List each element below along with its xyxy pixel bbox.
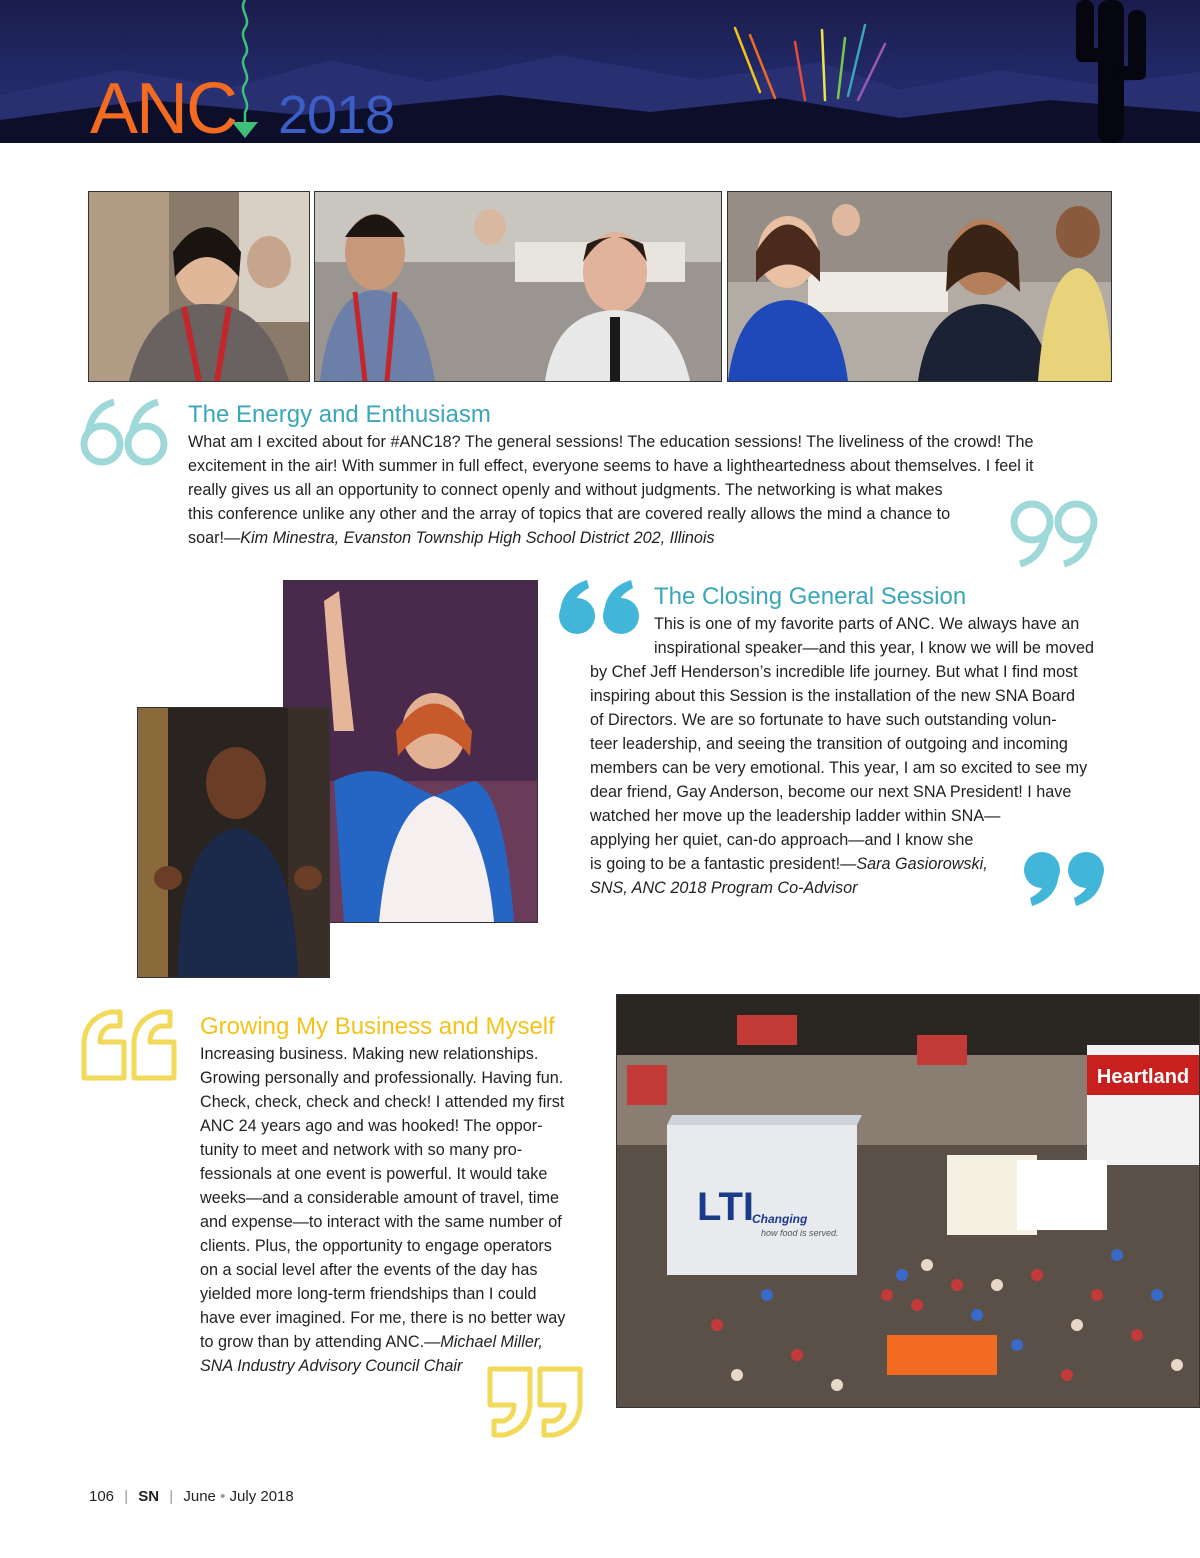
text-line: is going to be a fantastic president! [590, 855, 841, 873]
section-title-closing: The Closing General Session [654, 583, 967, 610]
text-line: dear friend, Gay Anderson, become our next SNA President! I have [590, 783, 1072, 801]
header-banner [0, 0, 1200, 143]
issue-date: June [183, 1488, 216, 1505]
attendee-photo-3 [727, 191, 1112, 382]
attribution: —Sara Gasiorowski, [840, 855, 988, 873]
magazine-name: SN [138, 1488, 160, 1505]
attendee-photo-2 [314, 191, 722, 382]
event-year: 2018 [278, 85, 395, 143]
text-line: and expense—to interact with the same number of [200, 1213, 562, 1231]
open-quote-icon [80, 1008, 182, 1082]
lti-logo: LTI [697, 1185, 755, 1229]
text-line: What am I excited about for #ANC18? The general sessions! The education sessions! The liveliness of the crowd! The [188, 433, 1034, 451]
text-line: fessionals at one event is powerful. It would take [200, 1165, 548, 1183]
lti-tagline-1: Changing [752, 1212, 808, 1226]
text-line: clients. Plus, the opportunity to engage operators [200, 1237, 552, 1255]
text-line: tunity to meet and network with so many pro- [200, 1141, 523, 1159]
text-line: yielded more long-term friendships than I could [200, 1285, 537, 1303]
close-quote-icon [1004, 498, 1100, 568]
text-line: on a social level after the events of the day has [200, 1261, 538, 1279]
text-line: watched her move up the leadership ladder within SNA— [590, 807, 1001, 825]
footer-bullet: • [220, 1488, 226, 1505]
close-quote-icon [482, 1365, 584, 1439]
text-line: inspirational speaker—and this year, I know we will be moved [654, 639, 1094, 657]
text-line: weeks—and a considerable amount of travel, time [200, 1189, 560, 1207]
text-line: excitement in the air! With summer in full effect, everyone seems to have a lightheartedness about themselves. I feel it [188, 457, 1034, 475]
open-quote-icon [78, 398, 174, 468]
text-line: soar! [188, 529, 224, 547]
page-number: 106 [89, 1488, 115, 1505]
text-line: teer leadership, and seeing the transition of outgoing and incoming [590, 735, 1068, 753]
event-name: ANC [90, 69, 237, 143]
footer-separator: | [169, 1488, 174, 1505]
attribution-title: SNA Industry Advisory Council Chair [200, 1357, 463, 1375]
issue-date-2: July 2018 [229, 1488, 294, 1505]
text-line: inspiring about this Session is the installation of the new SNA Board [590, 687, 1076, 705]
section-body-growing [200, 1042, 600, 1378]
text-line: this conference unlike any other and the array of topics that are covered really allows the mind a chance to [188, 505, 951, 523]
heartland-sign: Heartland [1096, 1066, 1190, 1088]
text-line: of Directors. We are so fortunate to have such outstanding volun- [590, 711, 1057, 729]
section-body-energy [188, 430, 1088, 550]
text-line: members can be very emotional. This year, I am so excited to see my [590, 759, 1088, 777]
text-line: applying her quiet, can-do approach—and I know she [590, 831, 974, 849]
lti-tagline-2: how food is served. [761, 1228, 839, 1238]
text-line: to grow than by attending ANC. [200, 1333, 425, 1351]
attribution-title: SNS, ANC 2018 Program Co-Advisor [590, 879, 858, 897]
speaker-photo-chef [137, 707, 330, 978]
text-line: have ever imagined. For me, there is no better way [200, 1309, 566, 1327]
page-footer [89, 1488, 294, 1505]
attribution: —Kim Minestra, Evanston Township High School District 202, Illinois [224, 529, 715, 547]
text-line: Growing personally and professionally. Having fun. [200, 1069, 564, 1087]
text-line: ANC 24 years ago and was hooked! The oppor- [200, 1117, 543, 1135]
text-line: Check, check, check and check! I attended my first [200, 1093, 565, 1111]
text-line: This is one of my favorite parts of ANC. We always have an [654, 615, 1080, 633]
expo-hall-photo [616, 994, 1200, 1408]
close-quote-icon [1018, 850, 1108, 906]
text-line: by Chef Jeff Henderson’s incredible life journey. But what I find most [590, 663, 1078, 681]
text-line: really gives us all an opportunity to connect openly and without judgments. The networking is what makes [188, 481, 943, 499]
text-line: Increasing business. Making new relationships. [200, 1045, 539, 1063]
section-title-energy: The Energy and Enthusiasm [188, 401, 491, 428]
attribution: —Michael Miller, [424, 1333, 543, 1351]
attendee-photo-1 [88, 191, 310, 382]
section-title-growing: Growing My Business and Myself [200, 1013, 555, 1040]
banner-title [90, 70, 394, 143]
footer-separator: | [124, 1488, 129, 1505]
